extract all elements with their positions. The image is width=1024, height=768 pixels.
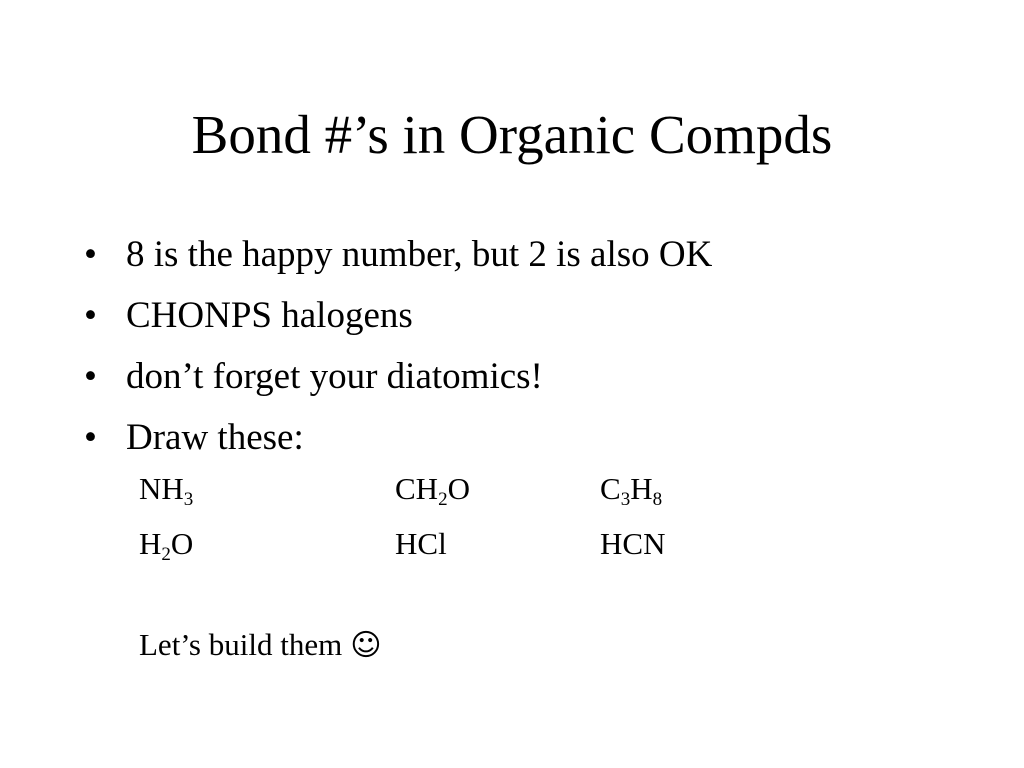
formula-part: NH	[139, 471, 184, 506]
bullet-text: 8 is the happy number, but 2 is also OK	[126, 234, 713, 275]
closing-text: Let’s build them	[139, 627, 343, 662]
formula-ch2o	[395, 464, 470, 514]
formula-subscript: 2	[438, 489, 448, 510]
bullet-marker: •	[84, 234, 97, 275]
formula-subscript: 3	[620, 489, 631, 510]
formula-h2o	[139, 519, 193, 569]
bullet-text: CHONPS halogens	[126, 295, 413, 336]
formula-c3h8	[600, 464, 662, 514]
bullet-item	[84, 224, 712, 285]
formula-hcl	[395, 519, 447, 569]
bullet-text: Draw these:	[126, 417, 304, 458]
slide-title: Bond #’s in Organic Compds	[191, 104, 833, 165]
formula-subscript: 8	[652, 489, 663, 510]
formula-part: H	[139, 526, 162, 561]
formula-part: C	[600, 471, 621, 506]
formula-nh3	[139, 464, 193, 514]
bullet-item	[84, 346, 712, 407]
closing-line	[139, 620, 381, 671]
bullet-item	[84, 407, 712, 468]
bullet-list	[84, 224, 712, 468]
bullet-text: don’t forget your diatomics!	[126, 356, 543, 397]
formula-part: H	[630, 471, 653, 506]
smiley-face-icon: ☺	[350, 628, 382, 663]
bullet-marker: •	[84, 295, 97, 336]
formula-subscript: 3	[183, 489, 194, 510]
bullet-marker: •	[84, 356, 97, 397]
formula-subscript: 2	[161, 544, 171, 565]
bullet-item	[84, 285, 712, 346]
formula-part: HCl	[395, 526, 447, 561]
bullet-marker: •	[84, 417, 97, 458]
formula-part: O	[447, 471, 470, 506]
formula-hcn	[600, 519, 665, 569]
formula-part: HCN	[600, 526, 666, 561]
formula-part: O	[170, 526, 194, 561]
formula-part: CH	[395, 471, 439, 506]
